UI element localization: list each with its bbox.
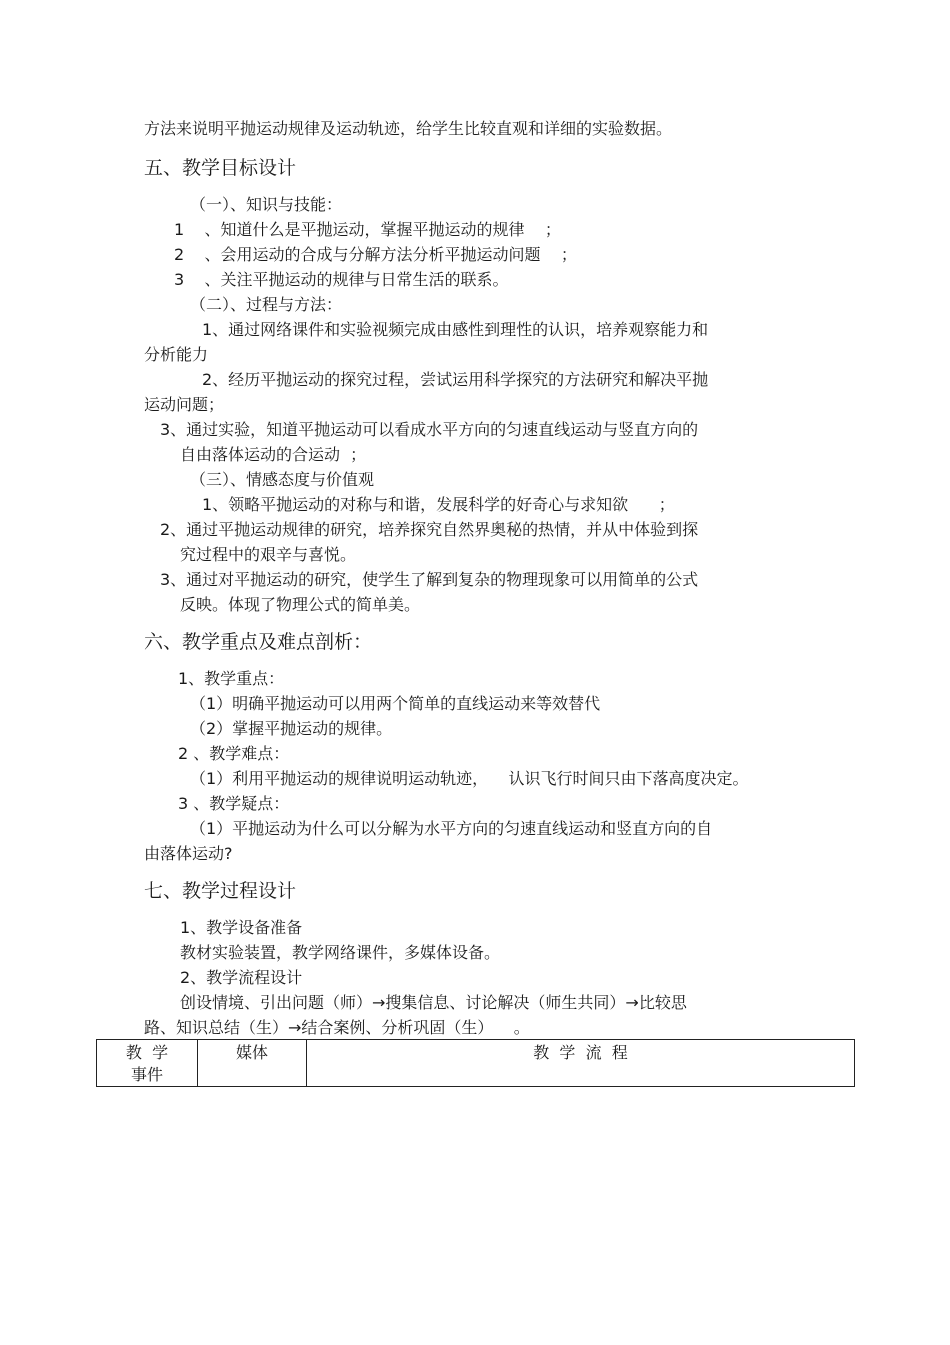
list-item: 3、通过实验，知道平抛运动可以看成水平方向的匀速直线运动与竖直方向的 [160, 420, 699, 439]
list-item: 2、通过平抛运动规律的研究，培养探究自然界奥秘的热情，并从中体验到探 [160, 520, 699, 539]
subheading: 2、教学流程设计 [180, 968, 303, 987]
list-item-cont: 由落体运动? [144, 844, 233, 863]
section-heading-6: 六、教学重点及难点剖析： [144, 631, 373, 653]
list-item: （1）利用平抛运动的规律说明运动轨迹， 认识飞行时间只由下落高度决定。 [190, 769, 749, 788]
header-media: 媒体 [235, 1043, 268, 1062]
subheading: 1、教学设备准备 [180, 918, 303, 937]
list-item: 1、通过网络课件和实验视频完成由感性到理性的认识，培养观察能力和 [202, 320, 709, 339]
subheading: （三）、情感态度与价值观 [190, 470, 375, 489]
list-item: （2）掌握平抛运动的规律。 [190, 719, 393, 738]
section-heading-7: 七、教学过程设计 [144, 880, 297, 902]
subheading: （一）、知识与技能： [190, 195, 343, 214]
list-item: 2 、会用运动的合成与分解方法分析平抛运动问题 ； [174, 245, 577, 264]
list-item: 2、经历平抛运动的探究过程，尝试运用科学探究的方法研究和解决平抛 [202, 370, 709, 389]
table-header-cell [97, 1040, 198, 1087]
paragraph-line: 路、知识总结（生）→结合案例、分析巩固（生） 。 [144, 1018, 530, 1037]
list-item-cont: 自由落体运动的合运动 ； [180, 445, 367, 464]
list-item: 1、领略平抛运动的对称与和谐，发展科学的好奇心与求知欲 ； [202, 495, 675, 514]
table-row [97, 1040, 855, 1087]
header-event-line1: 教 学 [125, 1043, 169, 1062]
paragraph-line: 创设情境、引出问题（师）→搜集信息、讨论解决（师生共同）→比较思 [180, 993, 687, 1012]
list-item-cont: 运动问题； [144, 395, 225, 414]
subheading: 3 、教学疑点： [178, 794, 290, 813]
list-item: （1）平抛运动为什么可以分解为水平方向的匀速直线运动和竖直方向的自 [190, 819, 713, 838]
list-item: （1）明确平抛运动可以用两个简单的直线运动来等效替代 [190, 694, 601, 713]
list-item-cont: 分析能力 [144, 345, 209, 364]
header-flow: 教 学 流 程 [533, 1043, 628, 1062]
table-header-cell [307, 1040, 855, 1087]
paragraph-line: 方法来说明平抛运动规律及运动轨迹，给学生比较直观和详细的实验数据。 [144, 119, 673, 138]
teaching-flow-table [96, 1039, 855, 1087]
list-item: 3 、关注平抛运动的规律与日常生活的联系。 [174, 270, 509, 289]
list-item-cont: 反映。体现了物理公式的简单美。 [180, 595, 421, 614]
subheading: （二）、过程与方法： [190, 295, 343, 314]
table-header-cell [198, 1040, 307, 1087]
list-item-cont: 究过程中的艰辛与喜悦。 [180, 545, 357, 564]
subheading: 2 、教学难点： [178, 744, 290, 763]
header-event-line2: 事件 [130, 1065, 163, 1084]
list-item: 1 、知道什么是平抛运动，掌握平抛运动的规律 ； [174, 220, 561, 239]
list-item: 3、通过对平抛运动的研究，使学生了解到复杂的物理现象可以用简单的公式 [160, 570, 699, 589]
paragraph-line: 教材实验装置，教学网络课件，多媒体设备。 [180, 943, 501, 962]
subheading: 1、教学重点： [178, 669, 285, 688]
section-heading-5: 五、教学目标设计 [144, 157, 297, 179]
